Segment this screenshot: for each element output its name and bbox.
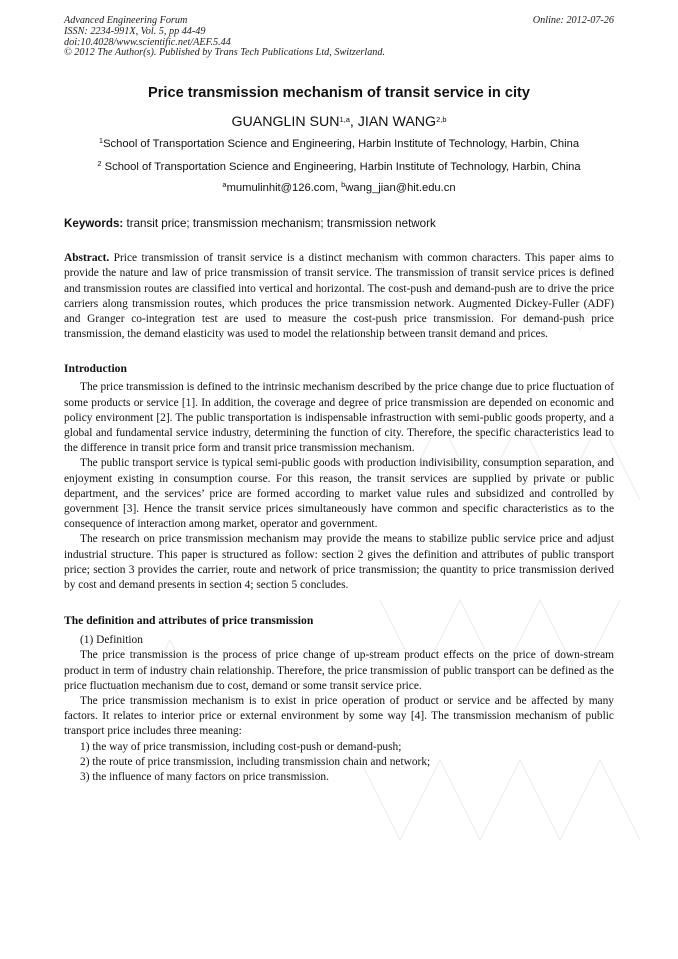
affiliation-1-sup: 1 xyxy=(98,136,104,146)
affiliation-2-text: School of Transportation Science and Engineering, Harbin Institute of Technology, Harbin, China xyxy=(101,161,581,174)
list-item: 1) the way of price transmission, including cost-push or demand-push; xyxy=(80,740,402,753)
keywords-label: Keywords: xyxy=(64,217,124,231)
author-1: GUANGLIN SUN xyxy=(231,114,340,131)
online-date: Online: 2012-07-26 xyxy=(532,15,614,26)
author-2: JIAN WANG xyxy=(357,114,437,131)
email-a: mumulinhit@126.com, xyxy=(226,182,342,195)
abstract-label: Abstract. xyxy=(64,252,110,265)
introduction-heading: Introduction xyxy=(64,362,127,376)
abstract xyxy=(64,251,614,342)
author-line xyxy=(64,114,614,130)
affiliation-2 xyxy=(64,160,614,174)
keywords-text: transit price; transmission mechanism; transmission network xyxy=(123,217,436,231)
email-a-sup: a xyxy=(222,180,227,190)
introduction-paragraph-2: The public transport service is typical semi-public goods with production indivisibility, consumption separation, and enjoyment existing in consumption course. For this reason, the transit services are supplied by private or public department, and the services’ price are formed according to market value rules and subsidized and controlled by government [3]. Hence the transit service prices simultaneously have common and specific characteristics as to the consequence of interaction among market, operator and government. xyxy=(64,457,614,531)
journal-header xyxy=(64,16,614,59)
introduction-paragraph-1: The price transmission is defined to the intrinsic mechanism described by the price change due to price fluctuation of some products or service [1]. In addition, the coverage and degree of price transmission are depended on economic and policy environment [2]. The public transportation is indispensable infrastruction with semi-public goods property, and a global and fundamental service industry, determining the function of city. Therefore, the specific characteristics lead to the difference in transit price form and transit price transmission mechanism. xyxy=(64,381,614,455)
list-item: 2) the route of price transmission, including transmission chain and network; xyxy=(80,755,431,768)
copyright-line: © 2012 The Author(s). Published by Trans Tech Publications Ltd, Switzerland. xyxy=(64,47,386,59)
journal-name: Advanced Engineering Forum xyxy=(64,15,188,26)
definition-paragraph-2: The price transmission mechanism is to exist in price operation of product or service and be affected by many factors. It relates to interior price or external environment by some way [4]. The transmission mechanism of public transport price includes three meaning: xyxy=(64,695,614,738)
keywords xyxy=(64,217,614,230)
paper-title: Price transmission mechanism of transit service in city xyxy=(147,85,531,102)
affiliation-1 xyxy=(64,137,614,151)
email-line xyxy=(64,181,614,195)
abstract-text: Price transmission of transit service is a distinct mechanism with common characters. This paper aims to provide the nature and law of price transmission of transit service. The transmission of transit service prices is defined and transmission routes are classified into vertical and horizontal. The cost-push and demand-push are to drive the price carriers along transmission routes, which produces the price transmission network. Augmented Dickey-Fuller (ADF) and Granger co-integration test are used to measure the cost-push price transmission. For demand-push price transmission, the demand elasticity was used to model the relationship between transit demand and prices. xyxy=(64,252,614,341)
paper-page xyxy=(64,16,614,785)
affiliation-2-sup: 2 xyxy=(97,159,102,169)
author-separator: , xyxy=(349,114,358,131)
author-2-sup: 2,b xyxy=(436,115,447,125)
definition-heading: The definition and attributes of price transmission xyxy=(64,614,314,628)
email-b-sup: b xyxy=(341,180,346,190)
introduction-paragraph-3: The research on price transmission mechanism may provide the means to stabilize public service price and adjust industrial structure. This paper is structured as follow: section 2 gives the definition and attributes of public transport price; section 3 provides the carrier, route and network of price transmission; the quantity to price transmission derived by cost and demand presents in section 4; section 5 concludes. xyxy=(64,533,614,592)
list-item: 3) the influence of many factors on price transmission. xyxy=(80,771,329,784)
author-1-sup: 1,a xyxy=(339,115,350,125)
issn-line: ISSN: 2234-991X, Vol. 5, pp 44-49 xyxy=(64,25,206,37)
definition-paragraph-1: The price transmission is the process of price change of up-stream product effects on the price of down-stream product in term of industry chain relationship. Therefore, the price transmission of public transport can be defined as the price fluctuation mechanism due to cost, demand or some transit service price. xyxy=(64,649,614,692)
definition-subheading: (1) Definition xyxy=(80,634,143,647)
email-b: wang_jian@hit.edu.cn xyxy=(345,182,456,195)
doi-line: doi:10.4028/www.scientific.net/AEF.5.44 xyxy=(64,36,231,48)
affiliation-1-text: School of Transportation Science and Engineering, Harbin Institute of Technology, Harbin, China xyxy=(103,138,580,151)
